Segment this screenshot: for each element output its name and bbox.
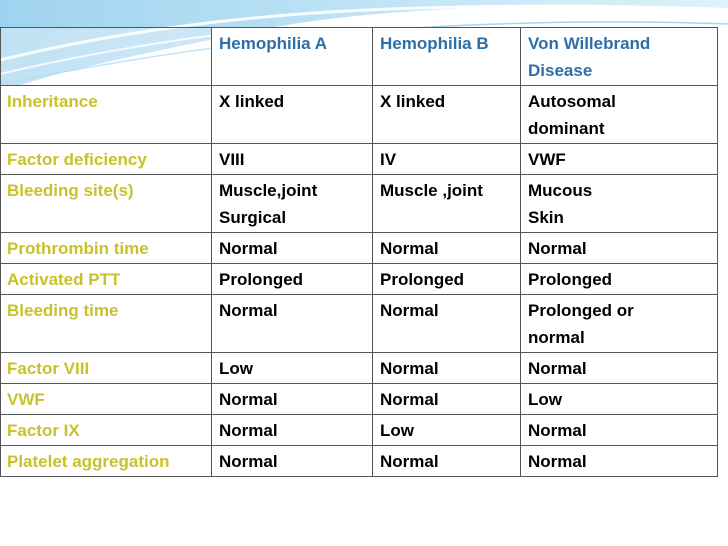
row-label: Inheritance — [7, 92, 98, 111]
table-cell-b — [373, 295, 521, 353]
table-header-row — [1, 28, 718, 86]
table-cell-a — [212, 415, 373, 446]
table-row — [1, 415, 718, 446]
table-cell-c — [521, 264, 718, 295]
table-cell-b — [373, 144, 521, 175]
header-text: Hemophilia B — [380, 34, 489, 53]
row-label-cell — [1, 264, 212, 295]
table-cell-b — [373, 446, 521, 477]
cell-text: Normal — [219, 390, 278, 409]
cell-text: Muscle ,joint — [380, 181, 483, 200]
cell-text: Normal — [380, 239, 439, 258]
cell-text: Normal — [528, 359, 587, 378]
cell-text: Normal — [380, 390, 439, 409]
cell-text: Surgical — [219, 208, 287, 227]
table-cell-c — [521, 446, 718, 477]
row-label-cell — [1, 144, 212, 175]
row-label-cell — [1, 384, 212, 415]
table-cell-c — [521, 144, 718, 175]
cell-text: Normal — [528, 239, 587, 258]
row-label: Prothrombin time — [7, 239, 149, 258]
table-row — [1, 144, 718, 175]
table-row — [1, 233, 718, 264]
table-row — [1, 353, 718, 384]
row-label: Activated PTT — [7, 270, 121, 289]
row-label: Bleeding site(s) — [7, 181, 134, 200]
row-label-cell — [1, 415, 212, 446]
header-corner-cell — [1, 28, 212, 86]
cell-text: Normal — [380, 301, 439, 320]
cell-text: Normal — [219, 452, 278, 471]
table-cell-c — [521, 353, 718, 384]
cell-text: X linked — [219, 92, 285, 111]
cell-text: Normal — [219, 301, 278, 320]
table-row — [1, 295, 718, 353]
table-cell-c — [521, 86, 718, 144]
cell-text: Mucous — [528, 181, 593, 200]
cell-text: Skin — [528, 208, 564, 227]
cell-text: X linked — [380, 92, 446, 111]
cell-text: Normal — [219, 421, 278, 440]
cell-text: Autosomal — [528, 92, 616, 111]
table-cell-c — [521, 175, 718, 233]
table-cell-c — [521, 295, 718, 353]
row-label-cell — [1, 446, 212, 477]
row-label: VWF — [7, 390, 45, 409]
cell-text: Normal — [528, 421, 587, 440]
table-cell-b — [373, 233, 521, 264]
table-cell-a — [212, 233, 373, 264]
cell-text: Prolonged — [380, 270, 465, 289]
cell-text: Low — [528, 390, 562, 409]
header-text: Von Willebrand — [528, 34, 651, 53]
table-cell-c — [521, 233, 718, 264]
cell-text: Low — [380, 421, 414, 440]
header-text: Hemophilia A — [219, 34, 327, 53]
table-cell-a — [212, 175, 373, 233]
row-label-cell — [1, 295, 212, 353]
row-label: Platelet aggregation — [7, 452, 170, 471]
cell-text: Normal — [219, 239, 278, 258]
row-label: Bleeding time — [7, 301, 119, 320]
table-cell-c — [521, 415, 718, 446]
header-hemophilia-a — [212, 28, 373, 86]
cell-text: Low — [219, 359, 253, 378]
cell-text: Normal — [380, 452, 439, 471]
table-cell-b — [373, 86, 521, 144]
table-cell-a — [212, 446, 373, 477]
table-row — [1, 175, 718, 233]
table-row — [1, 264, 718, 295]
table-cell-b — [373, 264, 521, 295]
table-cell-b — [373, 175, 521, 233]
cell-text: normal — [528, 328, 585, 347]
table-cell-a — [212, 353, 373, 384]
table-row — [1, 446, 718, 477]
cell-text: VIII — [219, 150, 245, 169]
row-label-cell — [1, 233, 212, 264]
cell-text: Normal — [380, 359, 439, 378]
row-label: Factor IX — [7, 421, 80, 440]
header-von-willebrand — [521, 28, 718, 86]
table-row — [1, 384, 718, 415]
row-label: Factor VIII — [7, 359, 90, 378]
table-cell-a — [212, 264, 373, 295]
row-label-cell — [1, 86, 212, 144]
header-hemophilia-b — [373, 28, 521, 86]
cell-text: VWF — [528, 150, 566, 169]
cell-text: Prolonged or — [528, 301, 634, 320]
table-cell-a — [212, 86, 373, 144]
table-cell-a — [212, 144, 373, 175]
cell-text: Normal — [528, 452, 587, 471]
cell-text: dominant — [528, 119, 605, 138]
table-cell-b — [373, 384, 521, 415]
cell-text: Muscle,joint — [219, 181, 318, 200]
table-cell-b — [373, 353, 521, 384]
hemophilia-comparison-table — [0, 27, 718, 477]
row-label-cell — [1, 353, 212, 384]
table-cell-a — [212, 295, 373, 353]
table-cell-b — [373, 415, 521, 446]
table-cell-c — [521, 384, 718, 415]
table-row — [1, 86, 718, 144]
row-label-cell — [1, 175, 212, 233]
table-cell-a — [212, 384, 373, 415]
cell-text: IV — [380, 150, 397, 169]
cell-text: Prolonged — [528, 270, 613, 289]
header-text: Disease — [528, 61, 593, 80]
cell-text: Prolonged — [219, 270, 304, 289]
row-label: Factor deficiency — [7, 150, 147, 169]
